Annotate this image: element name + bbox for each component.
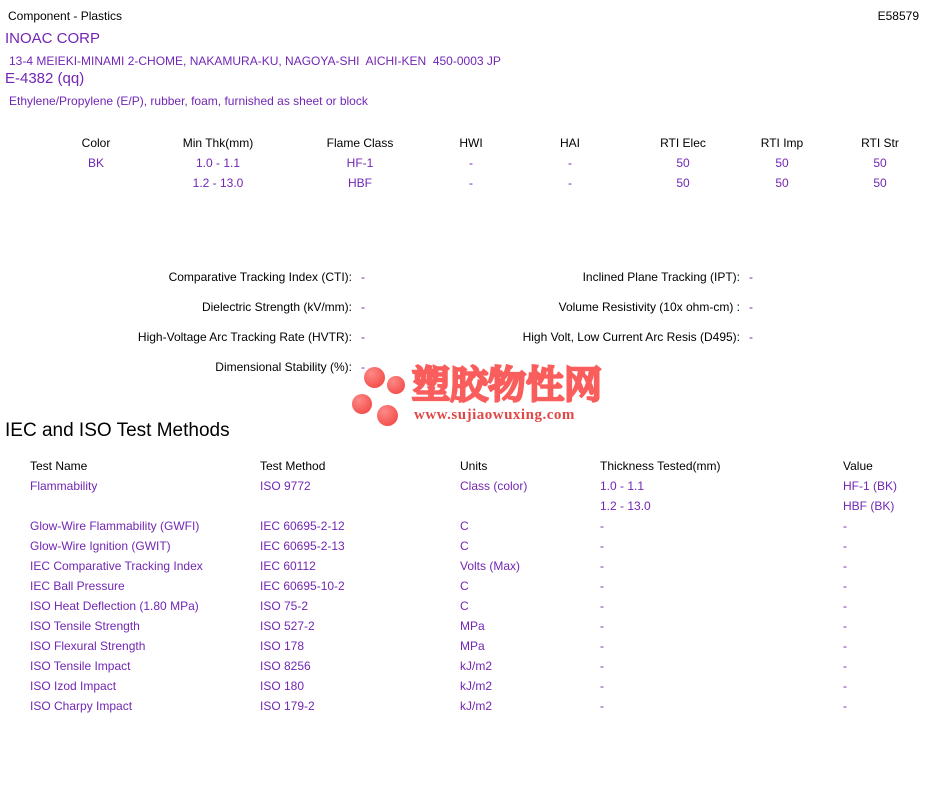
table-cell: HF-1 (BK) bbox=[843, 479, 897, 493]
table-cell: IEC 60112 bbox=[260, 559, 316, 573]
table-cell: - bbox=[843, 579, 847, 593]
table-cell: - bbox=[469, 176, 473, 190]
model-number: E-4382 (qq) bbox=[5, 70, 85, 87]
column-header: Min Thk(mm) bbox=[182, 136, 254, 150]
column-header: Test Name bbox=[30, 459, 88, 473]
table-cell bbox=[30, 496, 260, 516]
file-number: E58579 bbox=[877, 9, 919, 23]
table-cell: IEC 60695-2-12 bbox=[260, 519, 345, 533]
material-description: Ethylene/Propylene (E/P), rubber, foam, furnished as sheet or block bbox=[9, 94, 368, 108]
table-cell: - bbox=[568, 176, 572, 190]
table-row bbox=[30, 616, 943, 636]
table-cell: ISO Tensile Strength bbox=[30, 619, 140, 633]
table-cell: ISO Heat Deflection (1.80 MPa) bbox=[30, 599, 199, 613]
property-label: Volume Resistivity (10x ohm-cm) : bbox=[558, 300, 740, 314]
table-cell: ISO 75-2 bbox=[260, 599, 309, 613]
table-cell: ISO Charpy Impact bbox=[30, 699, 133, 713]
table-cell: C bbox=[460, 579, 469, 593]
table-cell: - bbox=[843, 639, 847, 653]
logo-dot-icon bbox=[364, 367, 385, 388]
column-header: RTI Str bbox=[861, 136, 899, 150]
table-cell: - bbox=[843, 679, 847, 693]
table-cell: - bbox=[469, 156, 473, 170]
table-cell: IEC Comparative Tracking Index bbox=[30, 559, 203, 573]
table-cell: Flammability bbox=[30, 479, 98, 493]
table-cell: - bbox=[843, 559, 847, 573]
table-row bbox=[30, 476, 943, 496]
table-cell: 50 bbox=[775, 176, 789, 190]
table-row bbox=[30, 556, 943, 576]
table-cell: 50 bbox=[676, 176, 690, 190]
table-cell: 1.2 - 13.0 bbox=[192, 176, 244, 190]
electrical-properties-right bbox=[480, 262, 950, 352]
property-value: - bbox=[361, 270, 365, 284]
table-cell: HBF bbox=[348, 176, 372, 190]
table-cell: 50 bbox=[676, 156, 690, 170]
table-cell: 1.0 - 1.1 bbox=[195, 156, 241, 170]
table-cell: - bbox=[600, 679, 604, 693]
table-cell bbox=[260, 496, 460, 516]
table-cell: kJ/m2 bbox=[460, 659, 493, 673]
table-cell: IEC 60695-10-2 bbox=[260, 579, 345, 593]
watermark-site-url: www.sujiaowuxing.com bbox=[414, 407, 575, 423]
table-row bbox=[30, 536, 943, 556]
column-header: HAI bbox=[559, 136, 580, 150]
table-row bbox=[40, 153, 928, 173]
table-row bbox=[40, 173, 928, 193]
table-row bbox=[30, 596, 943, 616]
column-header: HWI bbox=[459, 136, 483, 150]
column-header: Units bbox=[460, 459, 488, 473]
table-row bbox=[30, 516, 943, 536]
property-row bbox=[0, 292, 480, 322]
test-methods-table bbox=[30, 456, 943, 716]
property-row bbox=[480, 322, 950, 352]
table-cell: 1.2 - 13.0 bbox=[600, 499, 651, 513]
table-row bbox=[30, 496, 943, 516]
property-label: Comparative Tracking Index (CTI): bbox=[168, 270, 352, 284]
property-row bbox=[480, 262, 950, 292]
property-value: - bbox=[749, 270, 753, 284]
column-header: Color bbox=[81, 136, 111, 150]
table-cell: ISO 9772 bbox=[260, 479, 311, 493]
table-cell: C bbox=[460, 519, 469, 533]
column-header: Thickness Tested(mm) bbox=[600, 459, 721, 473]
header-row bbox=[40, 133, 928, 153]
ratings-table bbox=[40, 133, 928, 193]
column-header: Flame Class bbox=[326, 136, 394, 150]
company-address: 13-4 MEIEKI-MINAMI 2-CHOME, NAKAMURA-KU, NAGOYA-SHI AICHI-KEN 450-0003 JP bbox=[9, 54, 501, 68]
property-label: Inclined Plane Tracking (IPT): bbox=[582, 270, 740, 284]
logo-dot-icon bbox=[387, 376, 405, 394]
table-cell: ISO Izod Impact bbox=[30, 679, 117, 693]
document-type-label: Component - Plastics bbox=[8, 9, 123, 23]
table-cell: HF-1 bbox=[346, 156, 374, 170]
property-value: - bbox=[361, 300, 365, 314]
column-header: Test Method bbox=[260, 459, 326, 473]
logo-dot-icon bbox=[377, 405, 398, 426]
table-cell: ISO Tensile Impact bbox=[30, 659, 131, 673]
table-cell: 1.0 - 1.1 bbox=[600, 479, 645, 493]
property-value: - bbox=[749, 300, 753, 314]
table-cell: - bbox=[600, 599, 604, 613]
table-cell: - bbox=[843, 599, 847, 613]
table-row bbox=[30, 676, 943, 696]
table-cell: - bbox=[600, 539, 604, 553]
watermark-site-name: 塑胶物性网 bbox=[412, 365, 603, 407]
table-cell: - bbox=[843, 659, 847, 673]
table-cell: - bbox=[600, 519, 604, 533]
table-cell: IEC 60695-2-13 bbox=[260, 539, 345, 553]
table-cell: IEC Ball Pressure bbox=[30, 579, 125, 593]
company-name: INOAC CORP bbox=[5, 30, 101, 47]
table-cell: MPa bbox=[460, 619, 485, 633]
table-cell: 50 bbox=[873, 176, 887, 190]
table-cell: - bbox=[843, 539, 847, 553]
column-header: RTI Imp bbox=[760, 136, 804, 150]
section-title: IEC and ISO Test Methods bbox=[5, 420, 230, 441]
table-cell: - bbox=[843, 699, 847, 713]
table-cell: - bbox=[843, 619, 847, 633]
table-cell: - bbox=[843, 519, 847, 533]
table-cell: - bbox=[600, 619, 604, 633]
table-cell: ISO 8256 bbox=[260, 659, 311, 673]
column-header: RTI Elec bbox=[660, 136, 706, 150]
table-row bbox=[30, 696, 943, 716]
table-cell: 50 bbox=[775, 156, 789, 170]
property-value: - bbox=[749, 330, 753, 344]
table-cell: ISO 180 bbox=[260, 679, 305, 693]
property-label: Dielectric Strength (kV/mm): bbox=[201, 300, 352, 314]
table-row bbox=[30, 656, 943, 676]
property-value: - bbox=[361, 330, 365, 344]
property-row bbox=[0, 322, 480, 352]
column-header: Value bbox=[843, 459, 873, 473]
table-cell: 50 bbox=[873, 156, 887, 170]
table-cell: Volts (Max) bbox=[460, 559, 521, 573]
property-label: Dimensional Stability (%): bbox=[215, 360, 352, 374]
table-cell: Glow-Wire Ignition (GWIT) bbox=[30, 539, 171, 553]
table-cell: kJ/m2 bbox=[460, 679, 493, 693]
table-cell: - bbox=[568, 156, 572, 170]
property-row bbox=[480, 292, 950, 322]
table-cell: ISO Flexural Strength bbox=[30, 639, 146, 653]
property-label: High Volt, Low Current Arc Resis (D495): bbox=[522, 330, 740, 344]
table-cell: ISO 527-2 bbox=[260, 619, 315, 633]
header-row bbox=[30, 456, 943, 476]
table-cell: - bbox=[600, 559, 604, 573]
property-row bbox=[0, 262, 480, 292]
property-value: - bbox=[361, 360, 365, 374]
table-cell: - bbox=[600, 639, 604, 653]
table-cell: HBF (BK) bbox=[843, 499, 895, 513]
table-cell bbox=[460, 496, 600, 516]
table-cell: - bbox=[600, 699, 604, 713]
watermark-logo bbox=[350, 363, 605, 429]
table-cell: BK bbox=[87, 156, 104, 170]
table-row bbox=[30, 636, 943, 656]
table-cell: - bbox=[600, 659, 604, 673]
table-cell bbox=[40, 173, 152, 193]
table-cell: Glow-Wire Flammability (GWFI) bbox=[30, 519, 200, 533]
table-cell: ISO 178 bbox=[260, 639, 305, 653]
table-cell: - bbox=[600, 579, 604, 593]
table-cell: C bbox=[460, 539, 469, 553]
table-cell: C bbox=[460, 599, 469, 613]
table-cell: ISO 179-2 bbox=[260, 699, 315, 713]
table-cell: MPa bbox=[460, 639, 485, 653]
table-row bbox=[30, 576, 943, 596]
logo-dot-icon bbox=[352, 394, 372, 414]
property-label: High-Voltage Arc Tracking Rate (HVTR): bbox=[137, 330, 352, 344]
table-cell: Class (color) bbox=[460, 479, 528, 493]
table-cell: kJ/m2 bbox=[460, 699, 493, 713]
